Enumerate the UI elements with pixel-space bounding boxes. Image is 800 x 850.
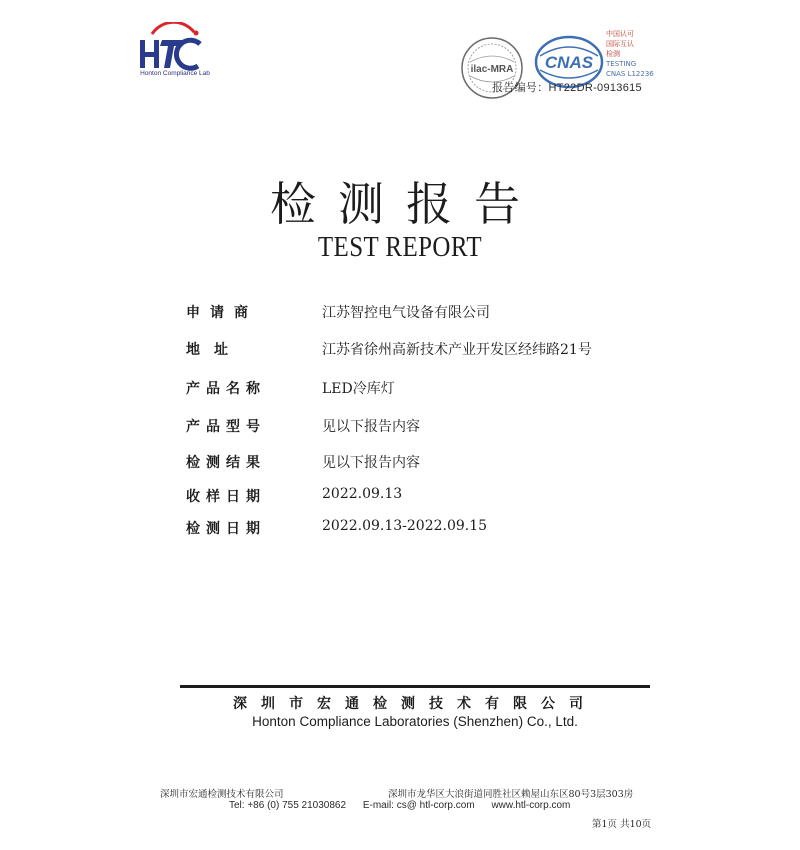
- field-label: 产品名称: [186, 381, 266, 397]
- footer-divider: [180, 685, 650, 688]
- company-name-en: Honton Compliance Laboratories (Shenzhen) Co., Ltd.: [252, 714, 578, 729]
- field-label: 检测日期: [186, 521, 266, 537]
- field-test-date: [0, 518, 800, 544]
- cnas-caption-line: 中国认可: [606, 30, 634, 38]
- field-receipt-date: [0, 486, 800, 512]
- footer-tel: Tel: +86 (0) 755 21030862: [229, 800, 347, 811]
- footer-website: www.htl-corp.com: [491, 800, 571, 811]
- cnas-caption: [606, 29, 666, 79]
- cnas-caption-line: CNAS L12236: [606, 70, 654, 78]
- page-title-english: TEST REPORT: [317, 231, 483, 263]
- field-value: 2022.09.13: [322, 486, 403, 502]
- field-value: 2022.09.13-2022.09.15: [322, 518, 488, 534]
- field-test-result: [0, 452, 800, 478]
- report-number: 报告编号：HT22DR-0913615: [492, 82, 642, 94]
- footer-company: 深圳市宏通检测技术有限公司: [160, 789, 284, 800]
- footer-email: E-mail: cs@ htl-corp.com: [362, 800, 475, 811]
- field-value: 江苏省徐州高新技术产业开发区经纬路21号: [322, 342, 592, 358]
- cnas-caption-line: 检测: [606, 50, 620, 58]
- field-label: 收样日期: [186, 489, 266, 505]
- footer-contact: [229, 800, 584, 811]
- field-applicant: [0, 302, 800, 328]
- cnas-caption-line: 国际互认: [606, 40, 634, 48]
- field-label: 产品型号: [186, 419, 266, 435]
- field-product-model: [0, 416, 800, 442]
- cnas-caption-line: TESTING: [606, 60, 637, 68]
- field-value: 见以下报告内容: [322, 419, 420, 435]
- field-label: 地址: [186, 342, 242, 358]
- company-name-cn: 深圳市宏通检测技术有限公司: [233, 696, 597, 712]
- field-address: [0, 339, 800, 365]
- field-value: LED冷库灯: [322, 381, 395, 397]
- svg-text:CNAS: CNAS: [544, 53, 594, 72]
- page-number: 第1页 共10页: [592, 819, 652, 830]
- field-product-name: [0, 378, 800, 404]
- svg-text:ilac-MRA: ilac-MRA: [470, 64, 514, 75]
- field-label: 检测结果: [186, 455, 266, 471]
- field-value: 江苏智控电气设备有限公司: [322, 305, 490, 321]
- field-label: 申请商: [186, 305, 258, 321]
- field-value: 见以下报告内容: [322, 455, 420, 471]
- footer-address: 深圳市龙华区大浪街道同胜社区赖屋山东区80号3层303房: [388, 789, 634, 800]
- page-title: 检测报告: [270, 177, 542, 231]
- logo-label: Honton Compliance Lab: [140, 70, 210, 77]
